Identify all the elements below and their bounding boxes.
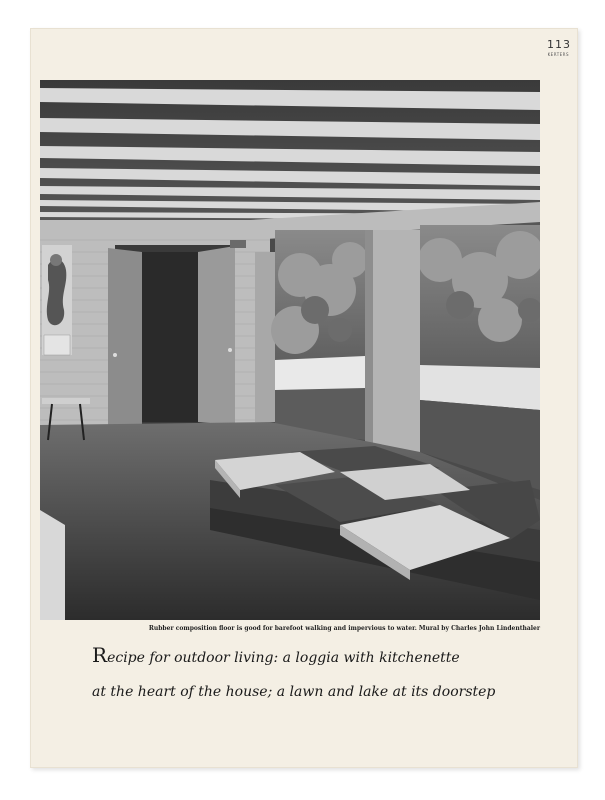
running-head: KERTERS [547, 52, 569, 57]
photo-caption: Rubber composition floor is good for barefoot walking and impervious to water. Mural by Charles John Lindenthaler [148, 625, 540, 632]
headline-line-1 [92, 638, 532, 675]
headline-line-1-text: ecipe for outdoor living: a loggia with kitchenette [107, 650, 460, 666]
article-headline [92, 638, 532, 709]
loggia-photograph [40, 80, 540, 620]
headline-initial: R [92, 643, 108, 667]
headline-line-2: at the heart of the house; a lawn and lake at its doorstep [92, 684, 496, 700]
page-number: 113 [547, 38, 571, 51]
